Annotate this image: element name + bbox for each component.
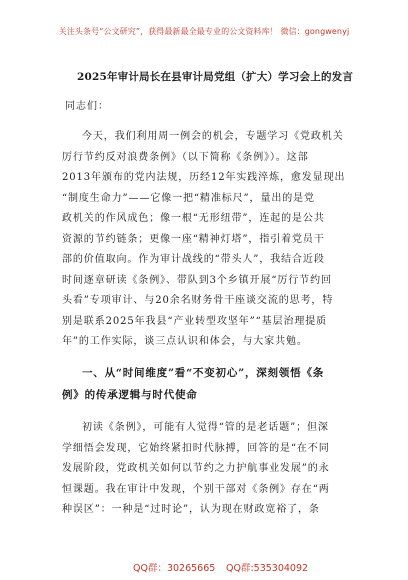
text-line: 政机关的作风成色；像一根“无形纽带”，连起的是公共: [62, 213, 325, 224]
footer-qq-group-2: QQ群:535304092: [226, 563, 309, 574]
text-line: 资源的节约链条；更像一座“精神灯塔”，指引着党员干: [62, 234, 325, 245]
document-title: 2025年审计局长在县审计局党组（扩大）学习会上的发言: [76, 71, 354, 83]
salutation: 同志们：: [65, 101, 109, 112]
text-line: 厉行节约反对浪费条例》（以下简称《条例》）。这部: [62, 152, 309, 163]
heading-line: 例》的传承逻辑与时代使命: [62, 389, 198, 401]
text-line: 部的价值取向。作为审计战线的“带头人”，我结合近段: [62, 254, 325, 265]
text-line: 今天，我们利用周一例会的机会，专题学习《党政机关: [82, 131, 344, 142]
text-line: 头看”专项审计、与20余名财务骨干座谈交流的思考，特: [62, 295, 334, 306]
text-line: 别是联系2025年我县“产业转型攻坚年”“基层治理提质: [62, 316, 328, 327]
text-line: 种误区”：一种是“过时论”，认为现在财政宽裕了，条: [62, 504, 320, 515]
text-line: 发展阶段，党政机关如何以节约之力护航事业发展”的永: [62, 463, 330, 474]
text-line: 年”的工作实际，谈三点认识和体会，与大家共勉。: [62, 336, 308, 347]
text-line: “制度生命力”——它像一把“精准标尺”，量出的是党: [62, 193, 315, 204]
footer-qq-group-1: QQ群：30265665: [133, 563, 216, 574]
text-line: 初读《条例》，可能有人觉得“管的是老话题”；但深: [82, 422, 329, 433]
text-line: 恒课题。我在审计中发现，个别干部对《条例》存在“两: [62, 484, 330, 495]
header-banner: 关注头条号“公文研究”，获得最新最全最专业的公文资料库！ 微信：gongwenyj: [58, 27, 350, 36]
text-line: 学细悟会发现，它始终紧扣时代脉搏，回答的是“在不同: [62, 443, 330, 454]
text-line: 2013年颁布的党内法规，历经12年实践淬炼，愈发显现出: [62, 172, 346, 183]
text-line: 时间逐章研读《条例》、带队到3个乡镇开展“厉行节约回: [62, 275, 332, 286]
heading-line: 一、从“时间维度”看“不变初心”，深刻领悟《条: [82, 367, 325, 379]
